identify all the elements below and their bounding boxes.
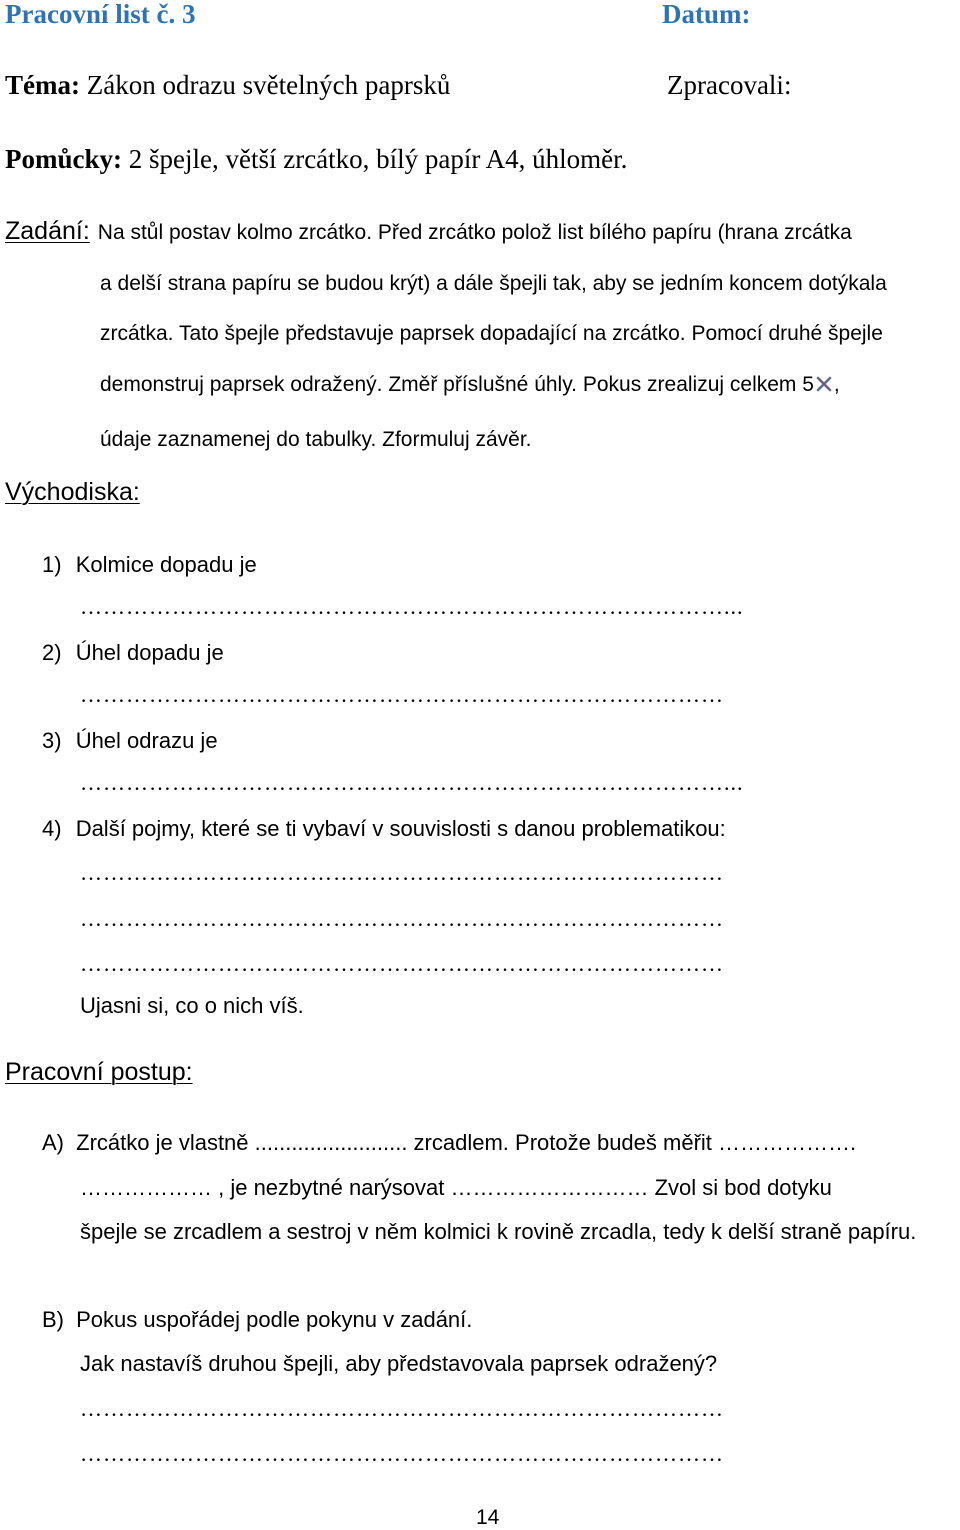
assignment-text-4b: , — [833, 373, 840, 396]
basis-item-1-text: Kolmice dopadu je — [75, 552, 257, 577]
basis-extra-line-2: ………………………………………………………………………… — [80, 906, 724, 931]
basis-item-2-text: Úhel dopadu je — [75, 640, 224, 665]
procedure-b-fill-1: ………………………………………………………………………… — [80, 1396, 724, 1421]
worksheet-title: Pracovní list č. 3 — [5, 0, 196, 29]
procedure-a-line-1 — [42, 1130, 856, 1156]
procedure-b-line-2: Jak nastavíš druhou špejli, aby představovala paprsek odražený? — [80, 1351, 718, 1376]
procedure-a-num: A) — [42, 1130, 64, 1155]
basis-item-2-fill: ………………………………………………………………………… — [80, 682, 724, 707]
topic-label: Téma: — [5, 70, 80, 100]
procedure-a-line-3: špejle se zrcadlem a sestroj v něm kolmici k rovině zrcadla, tedy k delší straně papíru. — [80, 1219, 917, 1244]
procedure-b-num: B) — [42, 1307, 64, 1332]
basis-item-3 — [42, 728, 218, 754]
basis-item-3-fill: …………………………………………………………………………... — [80, 770, 744, 795]
page-number: 14 — [476, 1506, 500, 1529]
assignment-text-4 — [100, 373, 840, 397]
assignment-label: Zadání: — [5, 217, 90, 245]
assignment-text-1: Na stůl postav kolmo zrcátko. Před zrcátko polož list bílého papíru (hrana zrcátka — [97, 221, 852, 244]
date-label: Datum: — [662, 0, 751, 29]
assignment-text-2: a delší strana papíru se budou krýt) a dále špejli tak, aby se jedním koncem dotýkala — [100, 272, 887, 295]
basis-extra-line-1: ………………………………………………………………………… — [80, 860, 724, 885]
procedure-b-text-1: Pokus uspořádej podle pokynu v zadání. — [76, 1307, 473, 1332]
tools-label: Pomůcky: — [5, 144, 122, 174]
assignment-line-1 — [5, 217, 852, 246]
assignment-text-4a: demonstruj paprsek odražený. Změř příslušné úhly. Pokus zrealizuj celkem 5 — [100, 373, 814, 396]
procedure-a-text-1: Zrcátko je vlastně ......................... zrcadlem. Protože budeš měřit ………………. — [76, 1130, 857, 1155]
basis-extra-line-3: ………………………………………………………………………… — [80, 951, 724, 976]
procedure-label: Pracovní postup: — [5, 1058, 193, 1086]
basis-note: Ujasni si, co o nich víš. — [80, 993, 304, 1018]
multiply-x-icon — [815, 375, 833, 393]
assignment-text-5: údaje zaznamenej do tabulky. Zformuluj závěr. — [100, 428, 532, 451]
topic-line — [5, 70, 450, 101]
basis-item-3-text: Úhel odrazu je — [75, 728, 218, 753]
assignment-text-3: zrcátka. Tato špejle představuje paprsek dopadající na zrcátko. Pomocí druhé špejle — [100, 322, 883, 345]
tools-value: 2 špejle, větší zrcátko, bílý papír A4, úhloměr. — [128, 144, 628, 174]
procedure-a-line-2: ……………… , je nezbytné narýsovat ……………………… Zvol si bod dotyku — [80, 1175, 832, 1200]
basis-item-4-num: 4) — [42, 816, 62, 841]
basis-item-1-fill: …………………………………………………………………………... — [80, 594, 744, 619]
topic-value: Zákon odrazu světelných paprsků — [86, 70, 451, 100]
tools-line — [5, 144, 627, 175]
basis-item-1 — [42, 552, 257, 578]
basis-item-3-num: 3) — [42, 728, 62, 753]
procedure-b-fill-2: ………………………………………………………………………… — [80, 1441, 724, 1466]
basis-item-2 — [42, 640, 224, 666]
basis-item-2-num: 2) — [42, 640, 62, 665]
procedure-b-line-1 — [42, 1307, 472, 1333]
basis-item-4-text: Další pojmy, které se ti vybaví v souvislosti s danou problematikou: — [75, 816, 726, 841]
basis-item-1-num: 1) — [42, 552, 62, 577]
basis-label: Východiska: — [5, 478, 140, 506]
basis-item-4 — [42, 816, 726, 842]
authors-label: Zpracovali: — [667, 70, 792, 100]
